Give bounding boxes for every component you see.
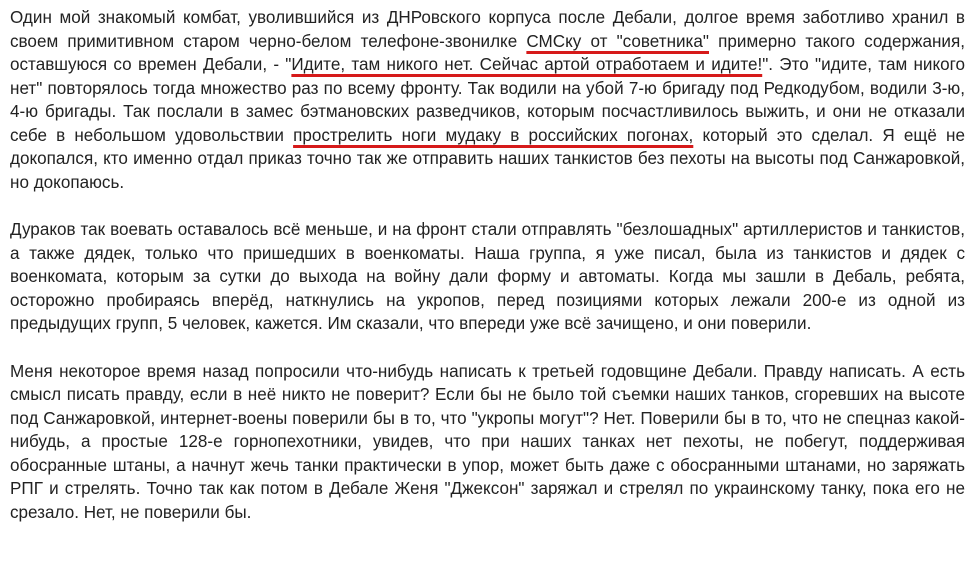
paragraph-1-text-c: ". Это "идите, там никого нет" повторялось тогда множество раз по всему фронту. Так водили на убой 7-ю бригаду под Редкодубом, водили 3-ю, 4-ю бригады. Так послали в замес бэтмановских разведчиков, которым посчастливилось выжить, и они не отказали себе в небольшом удовольствии [10,55,965,145]
highlighted-phrase-link[interactable]: прострелить ноги мудаку в российских погонах, [293,125,694,145]
paragraph-1-text-a: Один мой знакомый комбат, уволившийся из ДНРовского корпуса после Дебали, долгое время заботливо хранил в своем примитивном старом черно-белом телефоне-звонилке [10,8,965,51]
sms-advisor-link[interactable]: СМСку от "советника" [526,31,709,51]
article-body [10,0,965,548]
paragraph-1 [10,0,965,194]
paragraph-1-text-b: примерно такого содержания, оставшуюся со времен Дебали, - " [10,31,965,74]
paragraph-3: Меня некоторое время назад попросили что-нибудь написать к третьей годовщине Дебали. Правду написать. А есть смысл писать правду, если в неё никто не поверит? Если бы не было той съемки наших танков, сгоревших на высоте под Санжаровкой, интернет-воены поверили бы в то, что "укропы могут"? Нет. Поверили бы в то, что не спецназ какой-нибудь, а простые 128-е горнопехотники, увидев, что при наших танках нет пехоты, не побегут, поддерживая обосранные штаны, а начнут жечь танки практически в упор, может быть даже с обосранными штанами, но заряжать РПГ и стрелять. Точно так как потом в Дебале Женя "Джексон" заряжал и стрелял по украинскому танку, пока его не срезало. Нет, не поверили бы. [10,361,965,522]
paragraph-2: Дураков так воевать оставалось всё меньше, и на фронт стали отправлять "безлошадных" артиллеристов и танкистов, а также дядек, только что пришедших в военкоматы. Наша группа, я уже писал, была из танкистов и дядек с военкомата, которым за сутки до выхода на войну дали форму и автоматы. Когда мы зашли в Дебаль, ребята, осторожно пробираясь вперёд, наткнулись на укропов, перед позициями которых лежали 200-е из одной из предыдущих групп, 5 человек, кажется. Им сказали, что впереди уже всё зачищено, и они поверили. [10,220,965,333]
highlighted-quote: Идите, там никого нет. Сейчас артой отработаем и идите! [291,55,763,74]
paragraph-1-text-d: который это сделал. Я ещё не докопался, кто именно отдал приказ точно так же отправить наших танкистов без пехоты на высоты под Санжаровкой, но докопаюсь. [10,125,965,192]
